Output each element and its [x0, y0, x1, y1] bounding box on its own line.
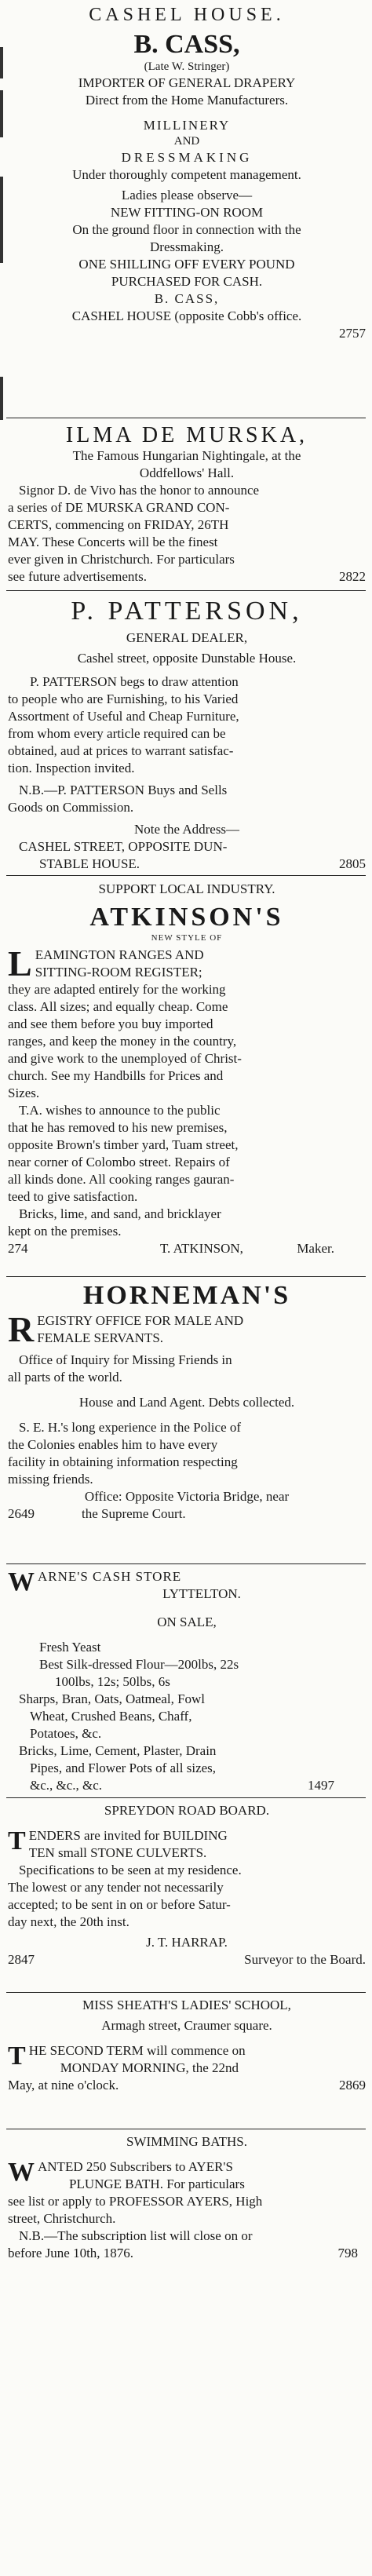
ad-text: NEW FITTING-ON ROOM	[110, 205, 264, 220]
drop-cap-letter: R	[8, 1309, 35, 1349]
ad-text: the Colonies enables him to have every	[8, 1437, 218, 1452]
page-edge-mark	[0, 90, 3, 137]
ad-number: 798	[337, 2246, 358, 2260]
ad-number: 274	[8, 1241, 28, 1256]
ad-text: On the ground floor in connection with the	[72, 222, 301, 237]
ad-heading: ARNE'S CASH STORE	[38, 1569, 182, 1584]
ad-text: Fresh Yeast	[39, 1640, 101, 1655]
ad-heading: HORNEMAN'S	[82, 1281, 291, 1310]
ad-text: ON SALE,	[157, 1615, 217, 1629]
ad-text: see future advertisements.	[8, 569, 148, 584]
ad-text: IMPORTER OF GENERAL DRAPERY	[78, 75, 296, 90]
ad-text: all parts of the world.	[8, 1370, 122, 1385]
ad-text: they are adapted entirely for the working	[8, 982, 226, 997]
ad-text: (Late W. Stringer)	[144, 60, 230, 73]
ad-text: Ladies please observe—	[121, 188, 253, 203]
ad-divider	[6, 1276, 366, 1277]
ad-text: ANTED 250 Subscribers to AYER'S	[38, 2159, 233, 2174]
ad-text: DRESSMAKING	[121, 150, 253, 165]
ad-text: MONDAY MORNING, the 22nd	[60, 2060, 239, 2075]
ad-text: May, at nine o'clock.	[8, 2078, 119, 2093]
ad-text: Assortment of Useful and Cheap Furniture,	[8, 709, 239, 724]
ad-text: B. CASS,	[154, 291, 220, 306]
ad-text: accepted; to be sent in on or before Satur-	[8, 1897, 231, 1912]
ad-text: teed to give satisfaction.	[8, 1189, 138, 1204]
ad-text: ever given in Christchurch. For particulars	[8, 552, 235, 567]
ad-text: all kinds done. All cooking ranges gauran-	[8, 1172, 235, 1187]
ad-text: S. E. H.'s long experience in the Police of	[19, 1420, 242, 1435]
de-murska-ad	[8, 424, 366, 586]
ad-text: and see them before you buy imported	[8, 1016, 213, 1031]
ad-divider	[6, 1563, 366, 1564]
ad-text: 100lbs, 12s; 50lbs, 6s	[55, 1674, 170, 1689]
ad-number: 1497	[308, 1778, 334, 1793]
ad-number: 2757	[339, 326, 366, 341]
page-edge-mark	[0, 377, 3, 420]
ad-number: 2869	[339, 2078, 366, 2093]
ad-number: 2847	[8, 1952, 35, 1967]
ad-text: CASHEL HOUSE (opposite Cobb's office.	[71, 308, 302, 323]
ad-text: NEW STYLE OF	[151, 933, 223, 943]
ad-text: &c., &c., &c.	[30, 1778, 103, 1793]
ad-text: Bricks, lime, and sand, and bricklayer	[19, 1206, 221, 1221]
ad-text: Oddfellows' Hall.	[139, 465, 235, 480]
ad-text: Signor D. de Vivo has the honor to announce	[19, 483, 260, 498]
ad-text: N.B.—P. PATTERSON Buys and Sells	[19, 783, 228, 797]
ad-heading: ATKINSON'S	[89, 903, 284, 932]
ad-text: SITTING-ROOM REGISTER;	[35, 965, 202, 980]
ad-number: 2805	[339, 856, 366, 871]
ad-text: see list or apply to PROFESSOR AYERS, High	[8, 2194, 263, 2209]
ad-text: ONE SHILLING OFF EVERY POUND	[78, 257, 295, 272]
ad-text: Sizes.	[8, 1085, 40, 1100]
ad-text: MILLINERY	[143, 118, 231, 133]
ad-text: tion. Inspection invited.	[8, 761, 135, 775]
ad-text: HE SECOND TERM will commence on	[28, 2043, 246, 2058]
drop-cap-letter: T	[8, 1826, 26, 1855]
ad-text: P. PATTERSON begs to draw attention	[30, 674, 239, 689]
ad-text: Wheat, Crushed Beans, Chaff,	[30, 1709, 192, 1724]
ad-text: T.A. wishes to announce to the public	[19, 1103, 221, 1118]
ad-text: Surveyor to the Board.	[244, 1952, 366, 1967]
ad-text: PURCHASED FOR CASH.	[111, 274, 263, 289]
ad-number: 2822	[339, 569, 366, 584]
drop-cap-letter: L	[8, 943, 32, 983]
ad-text: Note the Address—	[133, 822, 240, 837]
ad-heading: SWIMMING BATHS.	[126, 2134, 247, 2149]
ad-divider	[6, 590, 366, 591]
cashel-house-ad	[8, 3, 366, 342]
ad-text: Bricks, Lime, Cement, Plaster, Drain	[19, 1743, 217, 1758]
patterson-ad	[8, 597, 366, 873]
ad-text: the Supreme Court.	[82, 1506, 186, 1521]
ad-text: from whom every article required can be	[8, 726, 226, 741]
ad-text: Goods on Commission.	[8, 800, 134, 815]
ad-number: 2649	[8, 1506, 35, 1521]
warne-ad	[8, 1568, 366, 1794]
ad-text: Specifications to be seen at my residence.	[19, 1863, 242, 1877]
ad-text: ENDERS are invited for BUILDING	[28, 1828, 228, 1843]
ad-text: kept on the premises.	[8, 1224, 122, 1239]
ad-divider	[6, 1797, 366, 1798]
ad-text: PLUNGE BATH. For particulars	[69, 2176, 245, 2191]
ad-text: street, Christchurch.	[8, 2211, 116, 2226]
ad-text: Direct from the Home Manufacturers.	[85, 93, 289, 108]
ad-text: SUPPORT LOCAL INDUSTRY.	[98, 881, 275, 896]
ad-text: Potatoes, &c.	[30, 1726, 102, 1741]
ad-heading: P. PATTERSON,	[71, 597, 303, 626]
ad-text: STABLE HOUSE.	[39, 856, 140, 871]
ad-text-span: EAMINGTON RANGES AND	[35, 947, 204, 962]
ad-owner: B. CASS,	[133, 30, 240, 59]
ad-text: N.B.—The subscription list will close on or	[19, 2228, 253, 2243]
ad-text: opposite Brown's timber yard, Tuam street,	[8, 1137, 239, 1152]
ad-text: The lowest or any tender not necessarily	[8, 1880, 224, 1895]
ad-text: that he has removed to his new premises,	[8, 1120, 228, 1135]
ad-text: before June 10th, 1876.	[8, 2246, 134, 2260]
ad-text: CERTS, commencing on FRIDAY, 26TH	[8, 517, 229, 532]
page-edge-mark	[0, 177, 3, 263]
ad-text: Office: Opposite Victoria Bridge, near	[84, 1489, 290, 1504]
ad-heading: ILMA DE MURSKA,	[65, 424, 308, 447]
ad-text: CASHEL STREET, OPPOSITE DUN-	[19, 839, 228, 854]
ad-text: to people who are Furnishing, to his Varied	[8, 691, 239, 706]
ad-text: facility in obtaining information respecting	[8, 1454, 238, 1469]
ad-text: Pipes, and Flower Pots of all sizes,	[30, 1761, 217, 1775]
ad-text: class. All sizes; and equally cheap. Come	[8, 999, 228, 1014]
ad-text: Sharps, Bran, Oats, Oatmeal, Fowl	[19, 1691, 206, 1706]
ad-text	[35, 947, 366, 964]
horneman-ad	[8, 1281, 366, 1523]
ad-text: and give work to the unemployed of Christ-	[8, 1051, 242, 1066]
drop-cap-letter: W	[8, 1567, 35, 1596]
ad-text: Best Silk-dressed Flour—200lbs, 22s	[39, 1657, 239, 1672]
ad-text: a series of DE MURSKA GRAND CON-	[8, 500, 230, 515]
ad-heading: MISS SHEATH'S LADIES' SCHOOL,	[82, 1998, 291, 2012]
ad-text: ranges, and keep the money in the country,	[8, 1034, 237, 1049]
page-edge-mark	[0, 47, 3, 78]
ad-text: AND	[173, 135, 200, 148]
ad-signature: J. T. HARRAP.	[146, 1935, 228, 1950]
ad-text: Cashel street, opposite Dunstable House.	[77, 651, 297, 666]
ad-text: GENERAL DEALER,	[126, 630, 248, 645]
ad-text: House and Land Agent. Debts collected.	[78, 1395, 295, 1410]
ad-signature: T. ATKINSON,	[159, 1241, 243, 1256]
ad-divider	[6, 875, 366, 876]
ad-text: Armagh street, Craumer square.	[101, 2018, 272, 2033]
ad-text: LYTTELTON.	[162, 1586, 241, 1601]
sheath-ad	[8, 1997, 366, 2094]
ad-text: MAY. These Concerts will be the finest	[8, 535, 218, 549]
ad-text: church. See my Handbills for Prices and	[8, 1068, 224, 1083]
ad-text: TEN small STONE CULVERTS.	[28, 1845, 207, 1860]
ad-text: FEMALE SERVANTS.	[37, 1330, 164, 1345]
ad-text: missing friends.	[8, 1472, 93, 1487]
ad-text: Under thoroughly competent management.	[72, 167, 301, 182]
swimming-baths-ad	[8, 2133, 366, 2262]
ad-text: obtained, aud at prices to warrant satisfac-	[8, 743, 234, 758]
ad-text: day next, the 20th inst.	[8, 1914, 129, 1929]
ad-text: The Famous Hungarian Nightingale, at the	[72, 448, 301, 463]
ad-heading: CASHEL HOUSE.	[89, 5, 285, 25]
ad-divider	[6, 1992, 366, 1993]
ad-text: EGISTRY OFFICE FOR MALE AND	[37, 1313, 244, 1328]
spreydon-ad	[8, 1802, 366, 1968]
ad-heading: SPREYDON ROAD BOARD.	[104, 1803, 270, 1818]
ad-text: Maker.	[297, 1241, 334, 1256]
drop-cap-letter: T	[8, 2041, 26, 2071]
drop-cap-letter: W	[8, 2158, 35, 2187]
atkinson-ad	[8, 881, 366, 1257]
ad-text: Office of Inquiry for Missing Friends in	[19, 1352, 232, 1367]
ad-text: Dressmaking.	[150, 239, 224, 254]
ad-text: near corner of Colombo street. Repairs of	[8, 1155, 230, 1169]
